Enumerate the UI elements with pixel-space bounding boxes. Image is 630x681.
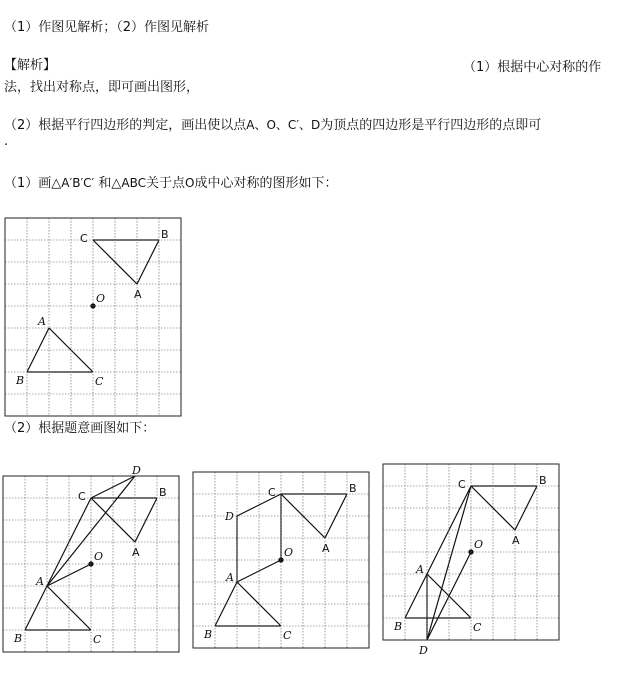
part1-t2: ABC: [121, 176, 147, 190]
label-a: A: [132, 546, 140, 559]
label-o: O: [284, 546, 294, 559]
label-b-prime: B: [394, 620, 403, 633]
label-o: O: [96, 292, 106, 305]
label-c-prime: C: [95, 375, 104, 388]
part1-d: 成中心对称的图形如下：: [194, 176, 338, 191]
analysis-p1-cont: 法，找出对称点，即可画出图形，: [4, 80, 200, 95]
label-c: C: [268, 486, 276, 499]
analysis-p1-right: （1）根据中心对称的作: [463, 60, 602, 75]
part1-c: 关于点: [146, 176, 186, 191]
label-c-prime: C: [473, 621, 482, 634]
segment-ca: [471, 486, 515, 530]
label-a: A: [134, 288, 142, 301]
answer-line: （1）作图见解析；（2）作图见解析: [4, 20, 210, 35]
analysis-p2-points: A、O、C′、D: [246, 118, 321, 132]
label-b: B: [539, 474, 547, 487]
label-b: B: [159, 486, 167, 499]
label-c: C: [458, 478, 466, 491]
segment-ca: [91, 498, 135, 542]
figure-part2-c-grid: [383, 464, 559, 640]
analysis-p2-a: （2）根据平行四边形的判定，画出使以点: [4, 118, 247, 133]
analysis-p2-end: .: [4, 134, 9, 149]
part2-text: （2）根据题意画图如下：: [4, 421, 156, 436]
label-a: A: [322, 542, 330, 555]
label-b-prime: B: [14, 632, 23, 645]
label-d: D: [419, 644, 428, 657]
figure-part2-a-grid: [3, 476, 179, 652]
label-a: A: [512, 534, 520, 547]
label-b-prime: B: [16, 374, 25, 387]
figure-part2-b: [203, 482, 357, 642]
segment-ca: [93, 240, 137, 284]
label-b: B: [161, 228, 169, 241]
figure-part2-c: [393, 474, 547, 657]
label-a-prime: A: [38, 315, 46, 328]
label-d: D: [225, 510, 234, 523]
label-b: B: [349, 482, 357, 495]
label-b-prime: B: [204, 628, 213, 641]
analysis-p2-b: 为顶点的四边形是平行四边形的点即可: [320, 118, 542, 133]
part1-a: （1）画△: [4, 176, 62, 191]
part1-b: 和△: [98, 176, 122, 191]
label-o: O: [94, 550, 104, 563]
label-o: O: [474, 538, 484, 551]
analysis-heading: 【解析】: [4, 58, 57, 73]
part1-o: O: [185, 176, 195, 190]
label-c: C: [80, 232, 88, 245]
label-a-prime: A: [226, 571, 234, 584]
part1-t1: A′B′C′: [61, 176, 95, 190]
label-a-prime: A: [416, 563, 424, 576]
figure-part1: [15, 228, 169, 388]
label-c-prime: C: [283, 629, 292, 642]
label-d: D: [132, 464, 141, 477]
label-c: C: [78, 490, 86, 503]
label-c-prime: C: [93, 633, 102, 646]
label-a-prime: A: [36, 575, 44, 588]
segment-ca: [281, 494, 325, 538]
figure-part2-a: [13, 464, 167, 646]
